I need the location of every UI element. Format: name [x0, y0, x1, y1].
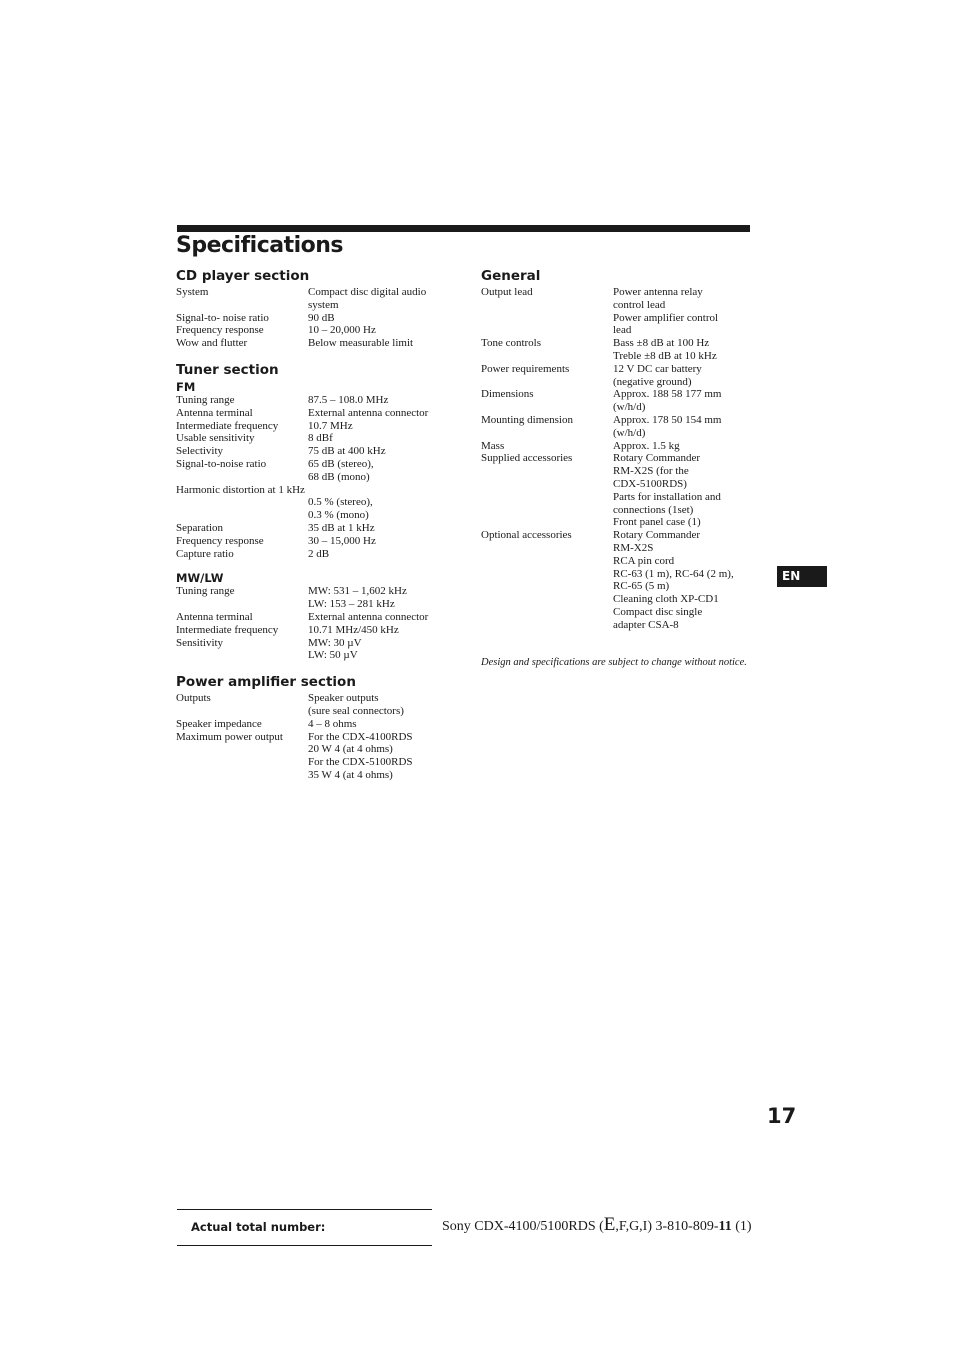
spec-value-line: LW: 50 µV [308, 649, 358, 662]
spec-label: Antenna terminal [176, 406, 253, 419]
spec-value-line: 0.5 % (stereo), [308, 496, 373, 509]
spec-value [308, 324, 456, 337]
spec-value [613, 414, 761, 440]
spec-value-line: For the CDX-4100RDS [308, 730, 413, 743]
spec-value-line: 10 – 20,000 Hz [308, 324, 376, 337]
spec-row [176, 458, 456, 484]
spec-row [176, 445, 456, 458]
general-heading: General [481, 268, 541, 284]
spec-value-line: CDX-5100RDS) [613, 477, 687, 490]
spec-value-line: 87.5 – 108.0 MHz [308, 393, 389, 406]
spec-row [176, 692, 456, 718]
spec-value-line: RC-65 (5 m) [613, 580, 670, 593]
spec-value-line: For the CDX-5100RDS [308, 756, 413, 769]
spec-value-line: 35 dB at 1 kHz [308, 521, 375, 534]
spec-value [308, 624, 456, 637]
spec-value-line: (sure seal connectors) [308, 704, 404, 717]
spec-value-line: (negative ground) [613, 375, 692, 388]
spec-value-line: 65 dB (stereo), [308, 457, 374, 470]
spec-label: Maximum power output [176, 730, 283, 743]
spec-label: Supplied accessories [481, 452, 573, 465]
power-amp-rows [176, 692, 456, 782]
spec-row [176, 522, 456, 535]
spec-value-line: 35 W 4 (at 4 ohms) [308, 768, 393, 781]
spec-value-line: control lead [613, 298, 666, 311]
spec-value [308, 312, 456, 325]
spec-value [613, 440, 761, 453]
fm-heading: FM [176, 379, 196, 394]
spec-row [176, 407, 456, 420]
spec-label: Selectivity [176, 445, 224, 458]
spec-label: Power requirements [481, 362, 570, 375]
spec-value [613, 286, 761, 337]
spec-label: Harmonic distortion at 1 kHz [176, 483, 305, 496]
spec-value-line: connections (1set) [613, 503, 694, 516]
spec-value-line: Rotary Commander [613, 452, 701, 465]
spec-value-line: system [308, 298, 339, 311]
spec-row [176, 585, 456, 611]
spec-value [308, 535, 456, 548]
spec-row [176, 718, 456, 731]
spec-label: Separation [176, 521, 224, 534]
spec-value [308, 420, 456, 433]
mwlw-heading: MW/LW [176, 571, 224, 586]
spec-row [176, 337, 456, 350]
spec-row [176, 624, 456, 637]
spec-value [308, 548, 456, 561]
spec-value-line: Approx. 1.5 kg [613, 439, 680, 452]
spec-value-line: Speaker outputs [308, 692, 379, 705]
power-amp-heading: Power amplifier section [176, 674, 356, 691]
spec-value-line: Below measurable limit [308, 337, 414, 350]
spec-value-line: MW: 30 µV [308, 636, 362, 649]
spec-value-line: (w/h/d) [613, 426, 646, 439]
spec-label: System [176, 286, 209, 298]
spec-value [308, 718, 456, 731]
spec-value-line: 75 dB at 400 kHz [308, 445, 386, 458]
spec-value [308, 611, 456, 624]
spec-row [481, 286, 761, 337]
cd-player-rows [176, 286, 456, 350]
spec-value-line: 12 V DC car battery [613, 362, 702, 375]
spec-label: Tuning range [176, 585, 235, 598]
spec-row [176, 611, 456, 624]
spec-value [613, 337, 761, 363]
spec-row [481, 440, 761, 453]
spec-value [308, 731, 456, 782]
spec-value [308, 394, 456, 407]
footer-rule-bottom [177, 1245, 432, 1246]
spec-row [176, 496, 456, 522]
spec-value-line: Compact disc single [613, 605, 703, 618]
spec-value-line: 4 – 8 ohms [308, 717, 357, 730]
spec-label: Frequency response [176, 324, 264, 337]
spec-value-line: Compact disc digital audio [308, 286, 427, 298]
left-column [176, 268, 456, 782]
spec-value [308, 445, 456, 458]
model-prefix: Sony CDX-4100/5100RDS ( [442, 1219, 604, 1234]
spec-label: Outputs [176, 692, 211, 705]
spec-label: Optional accessories [481, 529, 572, 542]
spec-value [308, 637, 456, 663]
spec-value-line: (w/h/d) [613, 401, 646, 414]
spec-value-line: 20 W 4 (at 4 ohms) [308, 743, 393, 756]
spec-row [176, 484, 456, 497]
footer-label: Actual total number: [191, 1220, 326, 1234]
spec-row [481, 529, 761, 631]
spec-label: Speaker impedance [176, 717, 262, 730]
tuner-heading: Tuner section [176, 361, 279, 378]
spec-value [613, 363, 761, 389]
spec-value-line: 10.71 MHz/450 kHz [308, 623, 399, 636]
spec-value [613, 388, 761, 414]
spec-label: Output lead [481, 286, 533, 298]
spec-label: Mass [481, 439, 505, 452]
spec-value [308, 585, 456, 611]
spec-value [308, 286, 456, 312]
spec-value-line: Approx. 178 50 154 mm [613, 413, 722, 426]
spec-value [308, 692, 456, 718]
spec-label: Signal-to-noise ratio [176, 457, 267, 470]
spec-label: Antenna terminal [176, 610, 253, 623]
spec-value-line: 0.3 % (mono) [308, 509, 369, 522]
model-middle: ,F,G,I) 3-810-809- [615, 1219, 719, 1234]
spec-row [176, 637, 456, 663]
spec-value-line: Approx. 188 58 177 mm [613, 388, 722, 401]
model-bold: 11 [718, 1219, 732, 1234]
spec-label: Wow and flutter [176, 337, 248, 350]
spec-value-line: External antenna connector [308, 610, 429, 623]
spec-value-line: 90 dB [308, 311, 335, 324]
spec-row [176, 394, 456, 407]
spec-label: Frequency response [176, 534, 264, 547]
model-letter: E [603, 1214, 616, 1235]
spec-value-line: Power amplifier control [613, 311, 719, 324]
spec-label: Intermediate frequency [176, 419, 279, 432]
right-column [481, 268, 761, 669]
spec-value-line: Cleaning cloth XP-CD1 [613, 593, 719, 606]
spec-row [176, 535, 456, 548]
cd-player-heading: CD player section [176, 268, 310, 284]
spec-row [176, 312, 456, 325]
spec-row [481, 337, 761, 363]
spec-value-line: Parts for installation and [613, 490, 721, 503]
spec-value [308, 522, 456, 535]
spec-value-line: MW: 531 – 1,602 kHz [308, 585, 407, 598]
spec-label: Signal-to- noise ratio [176, 311, 269, 324]
spec-value-line: 30 – 15,000 Hz [308, 534, 376, 547]
spec-row [481, 388, 761, 414]
spec-row [481, 363, 761, 389]
fm-rows [176, 394, 456, 484]
spec-label: Mounting dimension [481, 413, 573, 426]
spec-value-line: RC-63 (1 m), RC-64 (2 m), [613, 567, 734, 580]
page-title: Specifications [176, 233, 344, 258]
spec-value-line: 2 dB [308, 547, 330, 560]
mwlw-rows [176, 585, 456, 662]
spec-value [308, 337, 456, 350]
spec-row [481, 414, 761, 440]
spec-row [176, 286, 456, 312]
spec-value [308, 496, 456, 522]
spec-label: Sensitivity [176, 636, 224, 649]
model-suffix: (1) [731, 1219, 752, 1234]
spec-value [308, 432, 456, 445]
general-rows [481, 286, 761, 632]
spec-value-line: Front panel case (1) [613, 516, 701, 529]
spec-value-line: 68 dB (mono) [308, 470, 370, 483]
footer-rule-top [177, 1209, 432, 1210]
fm-rows-2 [176, 522, 456, 560]
spec-row [176, 420, 456, 433]
spec-value-line: Power antenna relay [613, 286, 703, 298]
spec-value-line: RM-X2S (for the [613, 465, 689, 478]
spec-row [176, 432, 456, 445]
spec-label: Intermediate frequency [176, 623, 279, 636]
language-tab: EN [777, 566, 827, 587]
spec-value-line: 8 dBf [308, 432, 333, 445]
spec-value [308, 458, 456, 484]
spec-value-line: Treble ±8 dB at 10 kHz [613, 349, 717, 362]
spec-value-line: lead [613, 324, 632, 337]
spec-value-line: RM-X2S [613, 541, 654, 554]
spec-value [308, 407, 456, 420]
spec-label: Capture ratio [176, 547, 234, 560]
spec-label: Usable sensitivity [176, 432, 255, 445]
disclaimer-note: Design and specifications are subject to change without notice. [481, 656, 747, 668]
spec-value-line: Rotary Commander [613, 529, 701, 542]
spec-label: Tuning range [176, 393, 235, 406]
spec-row [481, 452, 761, 529]
footer-model-code [442, 1214, 752, 1236]
spec-label: Tone controls [481, 337, 542, 350]
spec-value-line: External antenna connector [308, 406, 429, 419]
spec-value-line: LW: 153 – 281 kHz [308, 598, 395, 611]
spec-value [613, 452, 761, 529]
spec-row [176, 548, 456, 561]
spec-value [613, 529, 761, 631]
spec-row [176, 324, 456, 337]
title-rule [177, 225, 750, 232]
spec-label: Dimensions [481, 388, 534, 401]
spec-value-line: adapter CSA-8 [613, 618, 679, 631]
spec-value-line: 10.7 MHz [308, 419, 353, 432]
spec-value-line: Bass ±8 dB at 100 Hz [613, 337, 710, 350]
spec-row [176, 731, 456, 782]
page-number: 17 [767, 1104, 797, 1128]
spec-value-line: RCA pin cord [613, 554, 675, 567]
